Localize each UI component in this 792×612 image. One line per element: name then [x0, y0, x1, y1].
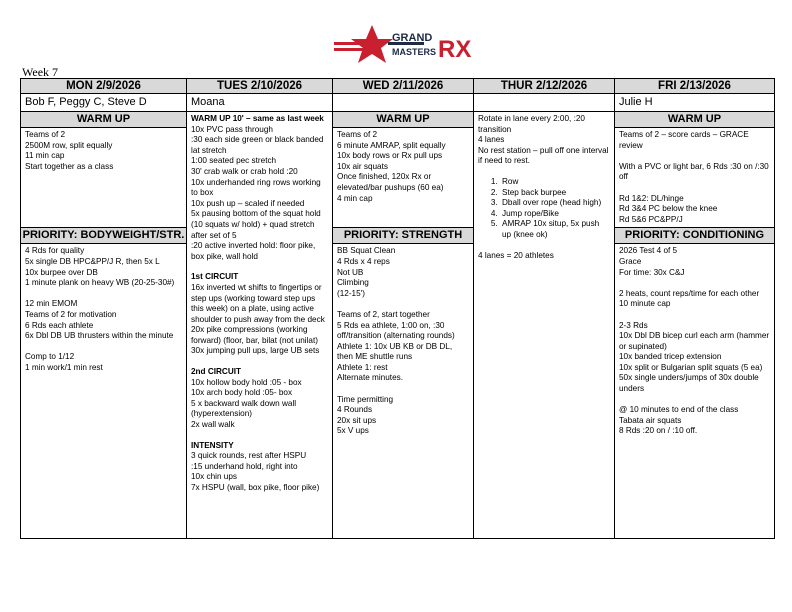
text-line: 6 minute AMRAP, split equally [337, 140, 446, 150]
text-line: 20x pike compressions (working forward) (floor, bar, bilat (not unilat) [191, 325, 318, 345]
text-line: 10x Dbl DB bicep curl each arm (hammer or supinated) [619, 331, 772, 351]
text-line [337, 384, 469, 395]
names-fri: Julie H [615, 94, 775, 112]
thu-intro-list [478, 114, 610, 167]
text-line [619, 310, 770, 321]
warmup-body-wed [333, 128, 474, 228]
text-line: 5 Rds ea athlete, 1:00 on, :30 off/transition (alternating rounds) [337, 320, 455, 341]
text-line: 10x push up – scaled if needed [191, 198, 305, 208]
text-line: 10x air squats [337, 161, 388, 171]
text-line: Comp to 1/12 [25, 352, 75, 362]
warmup-title-row [21, 112, 775, 128]
text-line: Not UB [337, 267, 364, 277]
text-line: 2500M row, split equally [25, 140, 113, 150]
warmup-title-wed: WARM UP [333, 112, 474, 128]
text-line: :15 underhand hold, right into [191, 461, 298, 471]
logo-masters: MASTERS [392, 47, 437, 57]
thu-station-list [478, 177, 610, 241]
warmup-title-fri: WARM UP [615, 112, 775, 128]
text-line: Teams of 2, start together [337, 309, 430, 319]
text-line: 1:00 seated pec stretch [191, 156, 277, 166]
text-line [619, 151, 770, 162]
text-line: 6 Rds each athlete [25, 320, 94, 330]
text-line: 2x wall walk [191, 420, 235, 430]
text-line: :30 each side green or black banded lat stretch [191, 135, 326, 155]
text-line: 4 Rds x 4 reps [337, 256, 390, 266]
list-item: 2. Step back burpee [500, 188, 610, 199]
text-line: 10x body rows or Rx pull ups [337, 151, 443, 161]
text-line: Athlete 1: rest [337, 362, 388, 372]
thu-column [474, 112, 615, 539]
text-line [337, 299, 469, 310]
text-line: 10x split or Bulgarian split squats (5 ea) [619, 362, 763, 372]
text-line: 10x burpee over DB [25, 267, 98, 277]
text-line: 1 minute plank on heavy WB (20-25-30#) [25, 278, 175, 288]
text-line: BB Squat Clean [337, 246, 396, 256]
names-thu [474, 94, 615, 112]
list-item: 3. Dball over rope (head high) [500, 198, 610, 209]
tue-warmup-title: WARM UP 10' – same as last week [191, 114, 324, 123]
text-line: 11 min cap [25, 151, 65, 161]
text-line: Rotate in lane every 2:00, :20 transition [478, 114, 588, 134]
text-line: Teams of 2 [337, 130, 378, 139]
text-line: @ 10 minutes to end of the class [619, 405, 739, 415]
week-label: Week 7 [22, 65, 59, 79]
text-line: Grace [619, 256, 642, 266]
text-line: 50x single unders/jumps of 30x double unders [619, 373, 762, 394]
text-line: Rd 1&2: DL/hinge [619, 193, 684, 203]
text-line: 6x Dbl DB UB thrusters within the minute [25, 331, 174, 341]
warmup-title-mon: WARM UP [21, 112, 187, 128]
priority-title-fri: PRIORITY: CONDITIONING [615, 228, 775, 244]
text-line: For time: 30x C&J [619, 267, 685, 277]
tue-intensity-title: INTENSITY [191, 440, 234, 450]
names-row [21, 94, 775, 112]
logo-grand: GRAND [392, 32, 433, 44]
text-line [619, 395, 770, 406]
text-line: Teams of 2 [25, 130, 66, 139]
text-line: 8 Rds :20 on / :10 off. [619, 426, 698, 436]
weekly-schedule-table [20, 78, 775, 539]
text-line: 4 min cap [337, 193, 373, 203]
text-line: 10x PVC pass through [191, 124, 273, 134]
text-line: 5x single DB HPC&PP/J R, then 5x L [25, 256, 160, 266]
text-line: 10x chin ups [191, 472, 237, 482]
warmup-body-mon [21, 128, 187, 228]
text-line: 30x jumping pull ups, large UB sets [191, 346, 320, 356]
text-line: 30' crab walk or crab hold :20 [191, 166, 298, 176]
priority-title-mon: PRIORITY: BODYWEIGHT/STR. [21, 228, 187, 244]
text-line: 10x underhanded ring rows working to box [191, 177, 323, 198]
text-line [25, 289, 182, 300]
tue-circuit2-title: 2nd CIRCUIT [191, 367, 242, 377]
text-line: No rest station – pull off one interval if need to rest. [478, 145, 611, 166]
list-item: 5. AMRAP 10x situp, 5x push up (knee ok) [500, 219, 610, 240]
text-line: :20 active inverted hold: floor pike, box pike, wall hold [191, 241, 318, 261]
text-line: Teams of 2 – score cards – GRACE review [619, 130, 751, 150]
text-line [619, 278, 770, 289]
text-line: Rd 3&4 PC below the knee [619, 204, 718, 214]
priority-body-fri [615, 244, 775, 539]
text-line: 3 quick rounds, rest after HSPU [191, 451, 307, 461]
text-line: Once finished, 120x Rx or elevated/bar pushups (60 ea) [337, 172, 444, 192]
tue-column [187, 112, 333, 539]
text-line [25, 342, 182, 353]
warmup-body-fri [615, 128, 775, 228]
text-line: 4 Rds for quality [25, 246, 85, 256]
tue-circuit2-list [191, 378, 328, 431]
priority-body-wed [333, 244, 474, 539]
priority-title-row [21, 228, 775, 244]
text-line: 16x inverted wt shifts to fingertips or step ups (working toward step ups this week) on a plate, using active shoulder to push away from the deck [191, 282, 325, 324]
day-header-row [21, 79, 775, 94]
names-mon: Bob F, Peggy C, Steve D [21, 94, 187, 112]
list-item: 1. Row [500, 177, 610, 188]
text-line: 5 x backward walk down wall (hyperextension) [191, 398, 299, 419]
day-header-tue: TUES 2/10/2026 [187, 79, 333, 94]
tue-circuit1-list [191, 283, 328, 357]
text-line: 7x HSPU (wall, box pike, floor pike) [191, 483, 320, 492]
priority-title-wed: PRIORITY: STRENGTH [333, 228, 474, 244]
logo-rx: RX [438, 36, 472, 63]
names-tue: Moana [187, 94, 333, 112]
tue-intensity-list [191, 451, 328, 493]
text-line: Climbing [337, 278, 369, 288]
text-line: 4 Rounds [337, 405, 373, 415]
text-line: 2-3 Rds [619, 320, 648, 330]
text-line: (12-15') [337, 288, 365, 298]
text-line: Alternate minutes. [337, 373, 403, 383]
text-line: 10 minute cap [619, 299, 671, 309]
text-line: 10x arch body hold :05- box [191, 388, 293, 398]
names-wed [333, 94, 474, 112]
text-line: 1 min work/1 min rest [25, 362, 103, 372]
text-line: 10x hollow body hold :05 - box [191, 377, 302, 387]
text-line: Rd 5&6 PC&PP/J [619, 214, 683, 224]
text-line: Teams of 2 for motivation [25, 309, 117, 319]
day-header-fri: FRI 2/13/2026 [615, 79, 775, 94]
text-line: Tabata air squats [619, 415, 682, 425]
day-header-mon: MON 2/9/2026 [21, 79, 187, 94]
day-header-wed: WED 2/11/2026 [333, 79, 474, 94]
text-line: 20x sit ups [337, 415, 377, 425]
text-line: Athlete 1: 10x UB KB or DB DL, then ME shuttle runs [337, 341, 455, 362]
text-line: 10x banded tricep extension [619, 352, 722, 362]
text-line: Time permitting [337, 394, 394, 404]
text-line: 12 min EMOM [25, 299, 78, 309]
text-line [619, 183, 770, 194]
thu-footer: 4 lanes = 20 athletes [478, 250, 554, 260]
text-line: With a PVC or light bar, 6 Rds :30 on /:30 off [619, 161, 772, 182]
text-line: 5x V ups [337, 426, 369, 436]
tue-circuit1-title: 1st CIRCUIT [191, 272, 239, 282]
text-line: Start together as a class [25, 161, 114, 171]
list-item: 4. Jump rope/Bike [500, 209, 610, 220]
warmup-body-row [21, 128, 775, 228]
grand-masters-rx-logo [334, 24, 494, 70]
priority-body-mon [21, 244, 187, 539]
tue-warmup-list [191, 125, 328, 263]
text-line: 4 lanes [478, 135, 505, 145]
text-line: 2026 Test 4 of 5 [619, 246, 678, 256]
priority-body-row [21, 244, 775, 539]
text-line: 2 heats, count reps/time for each other [619, 288, 760, 298]
text-line: 5x pausing bottom of the squat hold (10 squats w/ hold) + quad stretch after set of 5 [191, 209, 324, 240]
day-header-thu: THUR 2/12/2026 [474, 79, 615, 94]
